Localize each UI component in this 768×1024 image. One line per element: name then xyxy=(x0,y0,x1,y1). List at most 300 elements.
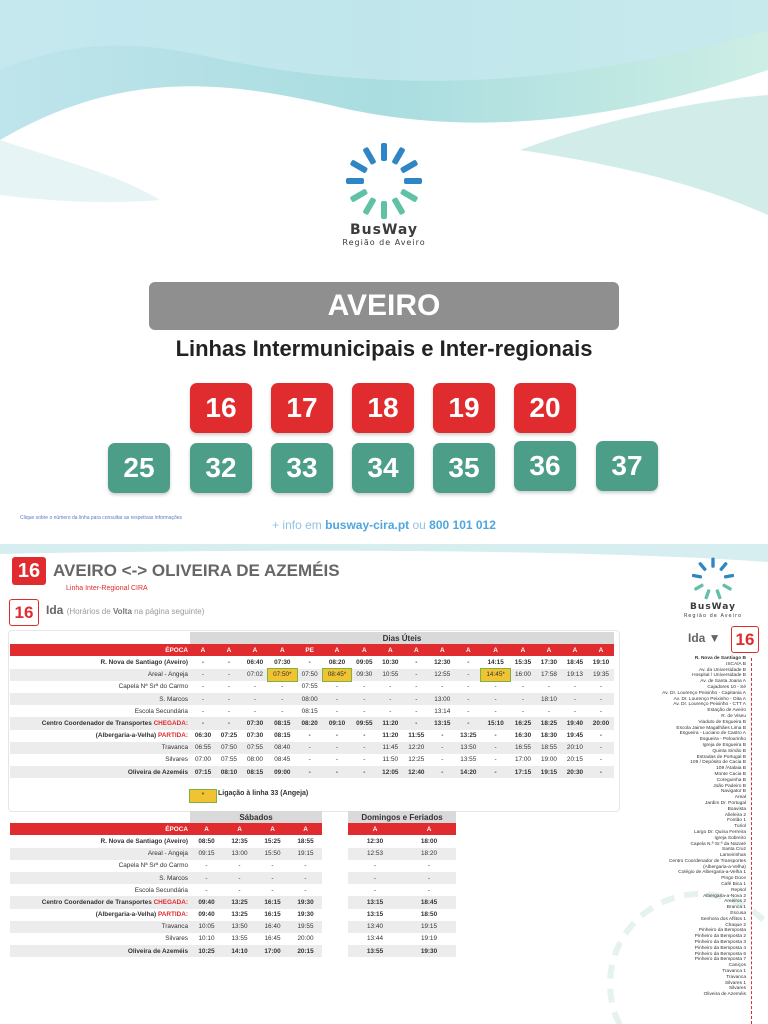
time-cell: 19:15 xyxy=(402,921,456,933)
time-cell: - xyxy=(441,732,444,740)
ccr-partida-label xyxy=(10,909,190,921)
table-row xyxy=(10,656,614,668)
time-cell: - xyxy=(271,886,274,894)
stop-name: Capela Nª Srª do Carmo xyxy=(118,683,188,691)
stop-list-item: Escusa xyxy=(730,911,746,917)
time-cell: - xyxy=(216,693,242,705)
time-cell: - xyxy=(271,862,274,870)
time-cell: 13:15 xyxy=(348,896,402,908)
info-mid: ou xyxy=(409,518,430,532)
time-cell: 16:25 xyxy=(510,717,536,729)
stop-list-item: Café Bica 1 xyxy=(721,882,746,888)
direction-heading-right: Ida ▼ xyxy=(688,631,721,645)
epoca-cell: A xyxy=(481,644,510,656)
time-cell: 17:15 xyxy=(510,766,536,778)
direction-route-badge: 16 xyxy=(9,599,39,626)
time-cell: - xyxy=(363,756,366,764)
stop-list-item: Silvares xyxy=(728,986,746,992)
time-cell: - xyxy=(562,693,588,705)
stop-list-item: Largo Dr. Quina Ferreira xyxy=(694,829,746,835)
time-cell: - xyxy=(256,872,289,884)
stop-name: R. Nova de Santiago (Aveiro) xyxy=(100,658,188,666)
table-row xyxy=(348,848,456,860)
stops-list xyxy=(600,656,760,998)
stop-list-item: Boavista xyxy=(727,806,746,812)
time-cell: 18:50 xyxy=(420,911,438,919)
time-cell: 19:35 xyxy=(588,669,614,681)
stop-list-item: Pinheiro da Bemposta 4 xyxy=(694,945,746,951)
time-cell: 08:00 xyxy=(246,756,263,764)
time-cell: 07:55 xyxy=(301,683,318,691)
time-cell: - xyxy=(588,693,614,705)
time-cell: - xyxy=(373,862,377,870)
epoca-cell: PE xyxy=(297,644,323,656)
time-cell: - xyxy=(351,742,377,754)
route-number-badge: 16 xyxy=(12,557,46,585)
time-cell: - xyxy=(335,707,339,715)
time-cell: 20:15 xyxy=(566,756,583,764)
stop-list-item: Pinheiro da Bemposta 2 xyxy=(694,934,746,940)
time-cell: 13:50 xyxy=(455,742,481,754)
time-cell: - xyxy=(363,707,366,715)
table-row xyxy=(10,884,322,896)
time-cell: - xyxy=(599,707,603,715)
time-cell: - xyxy=(223,872,256,884)
time-cell: 19:30 xyxy=(402,945,456,957)
ccr-chegada-label xyxy=(10,896,190,908)
legend-text: Ligação à linha 33 (Angeja) xyxy=(218,790,309,797)
partida-label: PARTIDA: xyxy=(157,732,188,740)
time-cell: 08:45* xyxy=(323,669,352,681)
ccr-stop-name: Centro Coordenador de Transportes xyxy=(41,898,152,906)
stop-list-item: Travanca xyxy=(726,974,746,980)
stop-list-item: Lameirinhas xyxy=(719,853,746,859)
saturday-timetable xyxy=(10,811,322,957)
time-cell: - xyxy=(429,766,455,778)
time-cell: 19:45 xyxy=(566,732,584,740)
time-cell: 08:15 xyxy=(268,717,297,729)
stop-list-item: Repsol xyxy=(731,887,746,893)
time-cell: 19:00 xyxy=(540,756,557,764)
time-cell: 20:10 xyxy=(562,742,588,754)
time-cell: - xyxy=(190,693,216,705)
info-line xyxy=(0,518,768,532)
time-cell: 07:30 xyxy=(274,658,291,666)
time-cell: - xyxy=(281,707,284,715)
stop-name: Areal - Angeja xyxy=(10,848,190,860)
time-cell: - xyxy=(494,707,497,715)
direction-label: Ida xyxy=(46,603,64,617)
time-cell: - xyxy=(467,683,470,691)
time-cell: 07:30 xyxy=(242,717,268,729)
time-cell: 17:00 xyxy=(514,756,531,764)
table-row xyxy=(348,933,456,945)
info-site-link[interactable]: busway-cira.pt xyxy=(325,518,410,532)
time-cell: 15:50 xyxy=(256,848,289,860)
stop-list-item: Fontão 1 xyxy=(727,818,746,824)
time-cell: - xyxy=(268,693,297,705)
time-cell: 13:15 xyxy=(366,911,384,919)
line-35-button[interactable]: 35 xyxy=(433,443,495,493)
time-cell: 19:10 xyxy=(592,658,610,666)
page-subtitle: Linhas Intermunicipais e Inter-regionais xyxy=(175,336,593,361)
time-cell: - xyxy=(351,693,377,705)
line-20-button[interactable]: 20 xyxy=(514,383,576,433)
time-cell: 18:25 xyxy=(536,717,562,729)
time-cell: - xyxy=(216,669,242,681)
time-cell: 07:25 xyxy=(220,732,238,740)
time-cell: - xyxy=(494,756,497,764)
epoca-cell: A xyxy=(348,823,402,835)
stop-list-item: R. Nova de Santiago B xyxy=(694,656,746,661)
stop-name: Silvares xyxy=(165,756,188,764)
time-cell: 09:40 xyxy=(190,896,223,908)
epoca-cell: A xyxy=(256,823,289,835)
stop-name: R. Nova de Santiago (Aveiro) xyxy=(100,837,188,845)
time-cell: 12:40 xyxy=(403,766,429,778)
time-cell: 13:44 xyxy=(367,935,383,943)
stop-list-item: Hospital / Universidade B xyxy=(692,673,746,679)
stop-list-item: Av. Dr. Lourenço Peixinho - CTT A xyxy=(673,702,746,708)
time-cell: - xyxy=(599,732,603,740)
stop-list-item: Navigator B xyxy=(720,789,746,795)
ccr-stop-sub: (Albergaria-a-Velha) xyxy=(95,911,157,919)
time-cell: 07:55 xyxy=(220,756,237,764)
epoca-cell: A xyxy=(268,644,297,656)
epoca-cell: A xyxy=(190,644,216,656)
stop-name: Areal - Angeja xyxy=(10,669,190,681)
time-cell: - xyxy=(481,742,510,754)
stop-list-item: Esgueira - Pelourinho xyxy=(699,737,746,743)
time-cell: 08:20 xyxy=(297,717,323,729)
line-34-button[interactable]: 34 xyxy=(352,443,414,493)
epoca-cell: A xyxy=(562,644,588,656)
epoca-cell: A xyxy=(216,644,242,656)
stop-list-item: Av. da Universidade B xyxy=(698,667,746,673)
stop-name: Silvares xyxy=(165,935,188,943)
time-cell: - xyxy=(455,693,481,705)
time-cell: - xyxy=(308,658,311,666)
time-cell: - xyxy=(547,707,551,715)
stop-name: Capela Nª Srª do Carmo xyxy=(118,862,188,870)
time-cell: - xyxy=(238,862,241,870)
time-cell: 12:30 xyxy=(366,837,384,845)
time-cell: - xyxy=(289,872,322,884)
direction-note: (Horários de Volta na página seguinte) xyxy=(66,607,205,616)
line-33-button[interactable]: 33 xyxy=(271,443,333,493)
time-cell: 12:53 xyxy=(348,848,402,860)
epoca-cell: A xyxy=(402,823,456,835)
table-row xyxy=(348,909,456,921)
stop-list-item: Travanca 1 xyxy=(722,969,746,975)
stop-list-item: Av. Dr. Lourenço Peixinho - Oita A xyxy=(673,696,746,702)
time-cell: - xyxy=(351,766,377,778)
time-cell: 19:30 xyxy=(289,896,322,908)
time-cell: 08:15 xyxy=(301,707,318,715)
time-cell: 16:30 xyxy=(514,732,532,740)
ccr-chegada-label xyxy=(10,717,190,729)
time-cell: - xyxy=(308,756,311,764)
stop-list-item: Pinheiro da Bemposta 7 xyxy=(694,957,746,963)
line-25-button[interactable]: 25 xyxy=(108,443,170,493)
time-cell: - xyxy=(521,707,525,715)
table-row xyxy=(10,848,322,860)
info-phone[interactable]: 800 101 012 xyxy=(429,518,496,532)
line-19-button[interactable]: 19 xyxy=(433,383,495,433)
time-cell: - xyxy=(427,862,431,870)
time-cell: 09:15 xyxy=(190,848,223,860)
time-cell: 13:55 xyxy=(460,756,477,764)
stop-list-item: Pinheiro da Bemposta xyxy=(698,928,746,934)
time-cell: 11:55 xyxy=(408,732,425,740)
stop-name: Travanca xyxy=(10,742,190,754)
time-cell: - xyxy=(467,658,470,666)
time-cell: - xyxy=(297,742,323,754)
line-32-button[interactable]: 32 xyxy=(190,443,252,493)
epoca-cell: A xyxy=(190,823,223,835)
time-cell: 14:45* xyxy=(481,669,510,681)
stop-list-item: Turiol xyxy=(734,824,746,830)
stop-list-item: Capela N.ª Sr.ª da Nazaré xyxy=(690,841,746,847)
line-36-button[interactable]: 36 xyxy=(514,441,576,491)
time-cell: - xyxy=(205,862,208,870)
time-cell: - xyxy=(205,886,208,894)
stop-list-item: Branca 1 xyxy=(726,905,746,911)
time-cell: 15:35 xyxy=(514,658,532,666)
epoca-label: ÉPOCA xyxy=(10,644,190,656)
stop-list-item: João Padeiro B xyxy=(713,783,746,789)
time-cell: - xyxy=(363,683,366,691)
time-cell: 16:15 xyxy=(256,896,289,908)
stop-list-item: Albergaria-a-Nova 2 xyxy=(703,893,746,899)
time-cell: 08:15 xyxy=(274,732,291,740)
time-cell: 08:00 xyxy=(297,693,323,705)
time-cell: - xyxy=(415,658,418,666)
busway-logo-icon xyxy=(343,140,425,222)
time-cell: - xyxy=(323,693,352,705)
time-cell: 10:30 xyxy=(382,658,399,666)
time-cell: 18:10 xyxy=(536,693,562,705)
time-cell: - xyxy=(348,872,402,884)
stop-list-item: Viaduto de Esgueira B xyxy=(698,719,746,725)
chegada-label: CHEGADA: xyxy=(153,719,188,727)
city-title-bar: AVEIRO xyxy=(149,282,619,330)
time-cell: 16:45 xyxy=(264,935,281,943)
time-cell: - xyxy=(377,693,403,705)
time-cell: - xyxy=(573,707,576,715)
stop-list-item: Quinta Simão B xyxy=(712,748,746,754)
click-hint-note: Clique sobre o número da linha para consultar as respetivas informações xyxy=(20,515,183,521)
table-row xyxy=(10,872,322,884)
time-cell: 07:15 xyxy=(190,766,216,778)
time-cell: - xyxy=(297,766,323,778)
line-37-button[interactable]: 37 xyxy=(596,441,658,491)
time-cell: 13:00 xyxy=(223,848,256,860)
table-row xyxy=(10,945,322,957)
time-cell: 06:40 xyxy=(246,658,264,666)
table-row xyxy=(348,872,456,884)
time-cell: 18:30 xyxy=(540,732,558,740)
time-cell: 19:40 xyxy=(562,717,588,729)
time-cell: 13:25 xyxy=(460,732,477,740)
sunday-timetable xyxy=(348,811,456,957)
partida-label: PARTIDA: xyxy=(157,911,188,919)
table-row xyxy=(348,835,456,847)
time-cell: - xyxy=(335,756,339,764)
time-cell: - xyxy=(441,683,444,691)
saturday-group-header: Sábados xyxy=(190,811,322,823)
brand-region: Região de Aveiro xyxy=(342,238,426,247)
time-cell: - xyxy=(547,683,551,691)
time-cell: 12:20 xyxy=(403,742,429,754)
time-cell: - xyxy=(363,732,366,740)
time-cell: 10:05 xyxy=(190,921,223,933)
time-cell: 14:20 xyxy=(455,766,481,778)
brand-region-small: Região de Aveiro xyxy=(684,613,742,619)
time-cell: 18:00 xyxy=(420,837,438,845)
time-cell: 10:55 xyxy=(377,669,403,681)
stop-list-item: Areal xyxy=(734,795,746,801)
time-cell: 18:45 xyxy=(566,658,584,666)
stop-list-item: R. de Viseu xyxy=(721,713,746,719)
time-cell: 13:40 xyxy=(348,921,402,933)
stop-list-item: Pinheiro da Bemposta 6 xyxy=(694,951,746,957)
table-row xyxy=(348,860,456,872)
time-cell: - xyxy=(455,669,481,681)
table-row xyxy=(348,945,456,957)
time-cell: 18:55 xyxy=(536,742,562,754)
time-cell: - xyxy=(227,658,231,666)
time-cell: 12:05 xyxy=(377,766,403,778)
time-cell: 12:25 xyxy=(408,756,425,764)
time-cell: 16:00 xyxy=(510,669,536,681)
time-cell: 08:15 xyxy=(242,766,268,778)
time-cell: 12:35 xyxy=(231,837,248,845)
time-cell: 19:30 xyxy=(297,911,314,919)
epoca-cell: A xyxy=(242,644,268,656)
epoca-cell: A xyxy=(403,644,429,656)
time-cell: - xyxy=(455,717,481,729)
stop-name: Oliveira de Azeméis xyxy=(10,945,190,957)
epoca-cell: A xyxy=(588,644,614,656)
time-cell: - xyxy=(253,707,257,715)
time-cell: 18:55 xyxy=(297,837,314,845)
table-row xyxy=(348,884,456,896)
time-cell: - xyxy=(389,683,392,691)
time-cell: - xyxy=(335,683,339,691)
table-row xyxy=(10,742,614,754)
table-row xyxy=(10,754,614,766)
time-cell: - xyxy=(227,683,231,691)
time-cell: 13:55 xyxy=(348,945,402,957)
time-cell: 09:30 xyxy=(351,669,377,681)
time-cell: 12:30 xyxy=(434,658,451,666)
weekday-timetable xyxy=(10,632,614,778)
time-cell: 18:20 xyxy=(402,848,456,860)
time-cell: - xyxy=(201,658,205,666)
time-cell: 20:30 xyxy=(562,766,588,778)
time-cell: - xyxy=(510,693,536,705)
epoca-cell: A xyxy=(429,644,455,656)
ccr-stop-sub: (Albergaria-a-Velha) xyxy=(95,732,157,740)
time-cell: - xyxy=(389,707,392,715)
time-cell: 13:25 xyxy=(223,896,256,908)
direction-heading xyxy=(46,603,204,617)
stop-list-item: ISCAÍA B xyxy=(726,661,746,667)
stop-name: Escola Secundária xyxy=(134,707,188,715)
table-row xyxy=(10,681,614,693)
epoca-cell: A xyxy=(351,644,377,656)
line-18-button[interactable]: 18 xyxy=(352,383,414,433)
line-16-button[interactable]: 16 xyxy=(190,383,252,433)
table-row xyxy=(10,860,322,872)
time-cell: 07:00 xyxy=(194,756,211,764)
time-cell: 16:15 xyxy=(264,911,281,919)
stop-list-item: Estradas de Portugal B xyxy=(696,754,746,760)
legend-marker: * xyxy=(189,789,217,803)
time-cell: - xyxy=(494,732,497,740)
time-cell: - xyxy=(201,683,205,691)
time-cell: - xyxy=(281,683,284,691)
epoca-label-sat: ÉPOCA xyxy=(10,823,190,835)
stop-list-item: Cajadores 10 - Sé xyxy=(707,684,746,690)
time-cell: 17:58 xyxy=(536,669,562,681)
epoca-cell: A xyxy=(510,644,536,656)
line-17-button[interactable]: 17 xyxy=(271,383,333,433)
table-row xyxy=(10,717,614,729)
time-cell: 13:55 xyxy=(231,935,248,943)
stop-list-item: Av. Dr. Lourenço Peixinho - Capitania A xyxy=(662,690,746,696)
stop-name: S. Marcos xyxy=(10,872,190,884)
time-cell: 16:55 xyxy=(510,742,536,754)
time-cell: 08:50 xyxy=(198,837,215,845)
time-cell: 07:50* xyxy=(268,669,297,681)
time-cell: 15:10 xyxy=(481,717,510,729)
time-cell: 11:20 xyxy=(377,717,403,729)
time-cell: - xyxy=(373,886,377,894)
info-prefix: + info em xyxy=(272,518,326,532)
epoca-cell: A xyxy=(223,823,256,835)
table-row xyxy=(10,921,322,933)
epoca-cell: A xyxy=(323,644,352,656)
stop-list-item: Av. de Santa Joana A xyxy=(700,679,746,685)
table-row xyxy=(10,766,614,778)
direction-route-badge-right: 16 xyxy=(731,626,759,653)
time-cell: - xyxy=(403,693,429,705)
stop-list-item: Pinheiro da Bemposta 3 xyxy=(694,940,746,946)
time-cell: 06:55 xyxy=(190,742,216,754)
ccr-partida-label xyxy=(10,730,190,742)
time-cell: - xyxy=(481,693,510,705)
table-row xyxy=(10,669,614,681)
time-cell: - xyxy=(323,742,352,754)
stop-list-item: Igreja Sobreiro xyxy=(714,835,746,841)
table-row xyxy=(348,896,456,908)
time-cell: 19:15 xyxy=(536,766,562,778)
table-row xyxy=(10,693,614,705)
time-cell: - xyxy=(481,766,510,778)
time-cell: - xyxy=(467,707,470,715)
busway-logo-small-icon xyxy=(690,556,736,602)
time-cell: - xyxy=(190,669,216,681)
sunday-group-header: Domingos e Feriados xyxy=(348,811,456,823)
time-cell: 14:15 xyxy=(487,658,504,666)
time-cell: 08:45 xyxy=(274,756,291,764)
table-row xyxy=(10,730,614,742)
time-cell: - xyxy=(308,732,311,740)
time-cell: 10:25 xyxy=(190,945,223,957)
time-cell: 06:30 xyxy=(194,732,212,740)
